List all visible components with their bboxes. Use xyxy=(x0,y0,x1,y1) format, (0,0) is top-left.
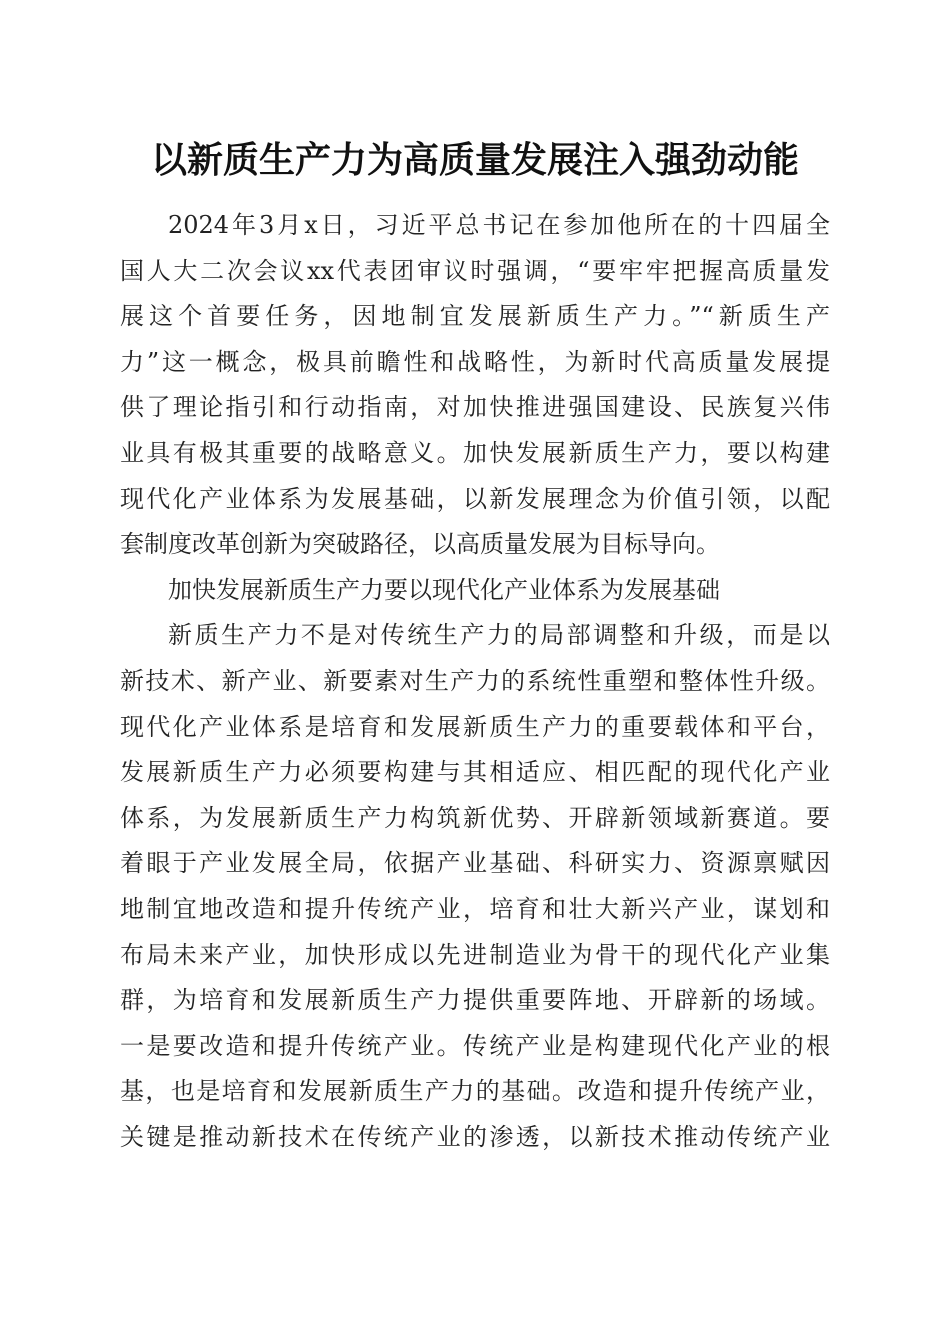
paragraph-3-line-5: 体系，为发展新质生产力构筑新优势、开辟新领域新赛道。要 xyxy=(120,803,830,832)
paragraph-1-line-6: 业具有极其重要的战略意义。加快发展新质生产力，要以构建 xyxy=(120,438,830,467)
paragraph-3-line-3: 现代化产业体系是培育和发展新质生产力的重要载体和平台， xyxy=(120,712,830,741)
paragraph-1-line-1: 2024年3月x日，习近平总书记在参加他所在的十四届全 xyxy=(168,211,830,239)
paragraph-3-line-11: 基，也是培育和发展新质生产力的基础。改造和提升传统产业， xyxy=(120,1077,830,1106)
paragraph-3-line-1: 新质生产力不是对传统生产力的局部调整和升级，而是以 xyxy=(168,621,830,650)
paragraph-3-line-8: 布局未来产业，加快形成以先进制造业为骨干的现代化产业集 xyxy=(120,940,830,969)
paragraph-3-line-7: 地制宜地改造和提升传统产业，培育和壮大新兴产业，谋划和 xyxy=(120,894,830,923)
paragraph-1-line-3: 展这个首要任务，因地制宜发展新质生产力。”“新质生产 xyxy=(120,302,830,331)
document-title: 以新质生产力为高质量发展注入强劲动能 xyxy=(150,139,799,181)
document-body xyxy=(120,203,830,1160)
paragraph-1-line-8: 套制度改革创新为突破路径，以高质量发展为目标导向。 xyxy=(120,530,720,559)
paragraph-3-line-10: 一是要改造和提升传统产业。传统产业是构建现代化产业的根 xyxy=(120,1031,830,1060)
paragraph-3-line-6: 着眼于产业发展全局，依据产业基础、科研实力、资源禀赋因 xyxy=(120,849,830,878)
paragraph-1-line-4: 力”这一概念，极具前瞻性和战略性，为新时代高质量发展提 xyxy=(120,347,830,376)
paragraph-3-line-9: 群，为培育和发展新质生产力提供重要阵地、开辟新的场域。 xyxy=(120,986,830,1015)
section-heading: 加快发展新质生产力要以现代化产业体系为发展基础 xyxy=(168,575,720,604)
paragraph-1-line-7: 现代化产业体系为发展基础，以新发展理念为价值引领，以配 xyxy=(120,484,830,513)
paragraph-3-line-12: 关键是推动新技术在传统产业的渗透，以新技术推动传统产业 xyxy=(120,1122,830,1151)
paragraph-1-line-2: 国人大二次会议xx代表团审议时强调，“要牢牢把握高质量发 xyxy=(120,256,830,285)
paragraph-1-line-5: 供了理论指引和行动指南，对加快推进强国建设、民族复兴伟 xyxy=(120,393,830,422)
paragraph-3-line-4: 发展新质生产力必须要构建与其相适应、相匹配的现代化产业 xyxy=(120,758,830,787)
paragraph-3-line-2: 新技术、新产业、新要素对生产力的系统性重塑和整体性升级。 xyxy=(120,666,830,695)
